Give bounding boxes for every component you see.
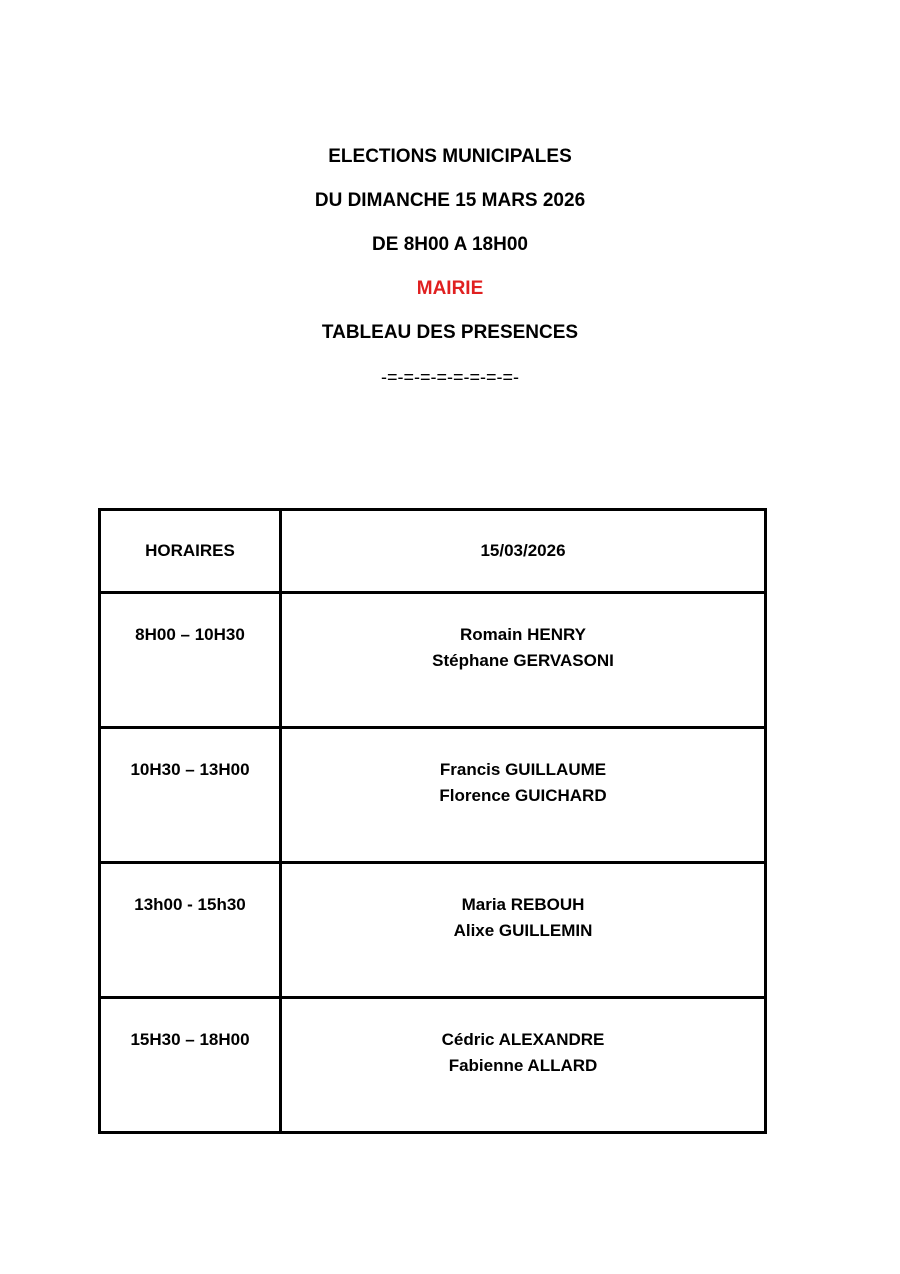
names-cell [281,998,766,1133]
decorative-separator: -=-=-=-=-=-=-=-=- [380,367,520,387]
title-location: MAIRIE [416,278,484,299]
person-name: Maria REBOUH [461,895,585,914]
person-name: Romain HENRY [460,625,586,644]
time-slot: 15H30 – 18H00 [130,1030,250,1049]
time-slot-cell [100,998,281,1133]
table-row [100,593,766,728]
person-name: Fabienne ALLARD [448,1056,598,1075]
person-name: Alixe GUILLEMIN [453,921,593,940]
table-row [100,998,766,1133]
time-slot-cell [100,728,281,863]
person-name: Florence GUICHARD [439,786,607,805]
title-table-name: TABLEAU DES PRESENCES [321,322,579,343]
time-slot-cell [100,863,281,998]
names-cell [281,728,766,863]
table-header-row [100,510,766,593]
title-elections: ELECTIONS MUNICIPALES [328,146,572,167]
time-slot: 10H30 – 13H00 [130,760,250,779]
column-header-date: 15/03/2026 [281,510,766,593]
column-header-horaires: HORAIRES [100,510,281,593]
title-hours: DE 8H00 A 18H00 [372,234,528,255]
time-slot-cell [100,593,281,728]
person-name: Francis GUILLAUME [439,760,607,779]
time-slot: 8H00 – 10H30 [135,625,245,644]
person-name: Cédric ALEXANDRE [441,1030,605,1049]
person-name: Stéphane GERVASONI [432,651,614,670]
names-cell [281,593,766,728]
document-header [0,140,900,400]
table-row [100,728,766,863]
presence-table [98,508,767,1134]
title-date: DU DIMANCHE 15 MARS 2026 [314,190,586,211]
table-row [100,863,766,998]
names-cell [281,863,766,998]
time-slot: 13h00 - 15h30 [134,895,246,914]
